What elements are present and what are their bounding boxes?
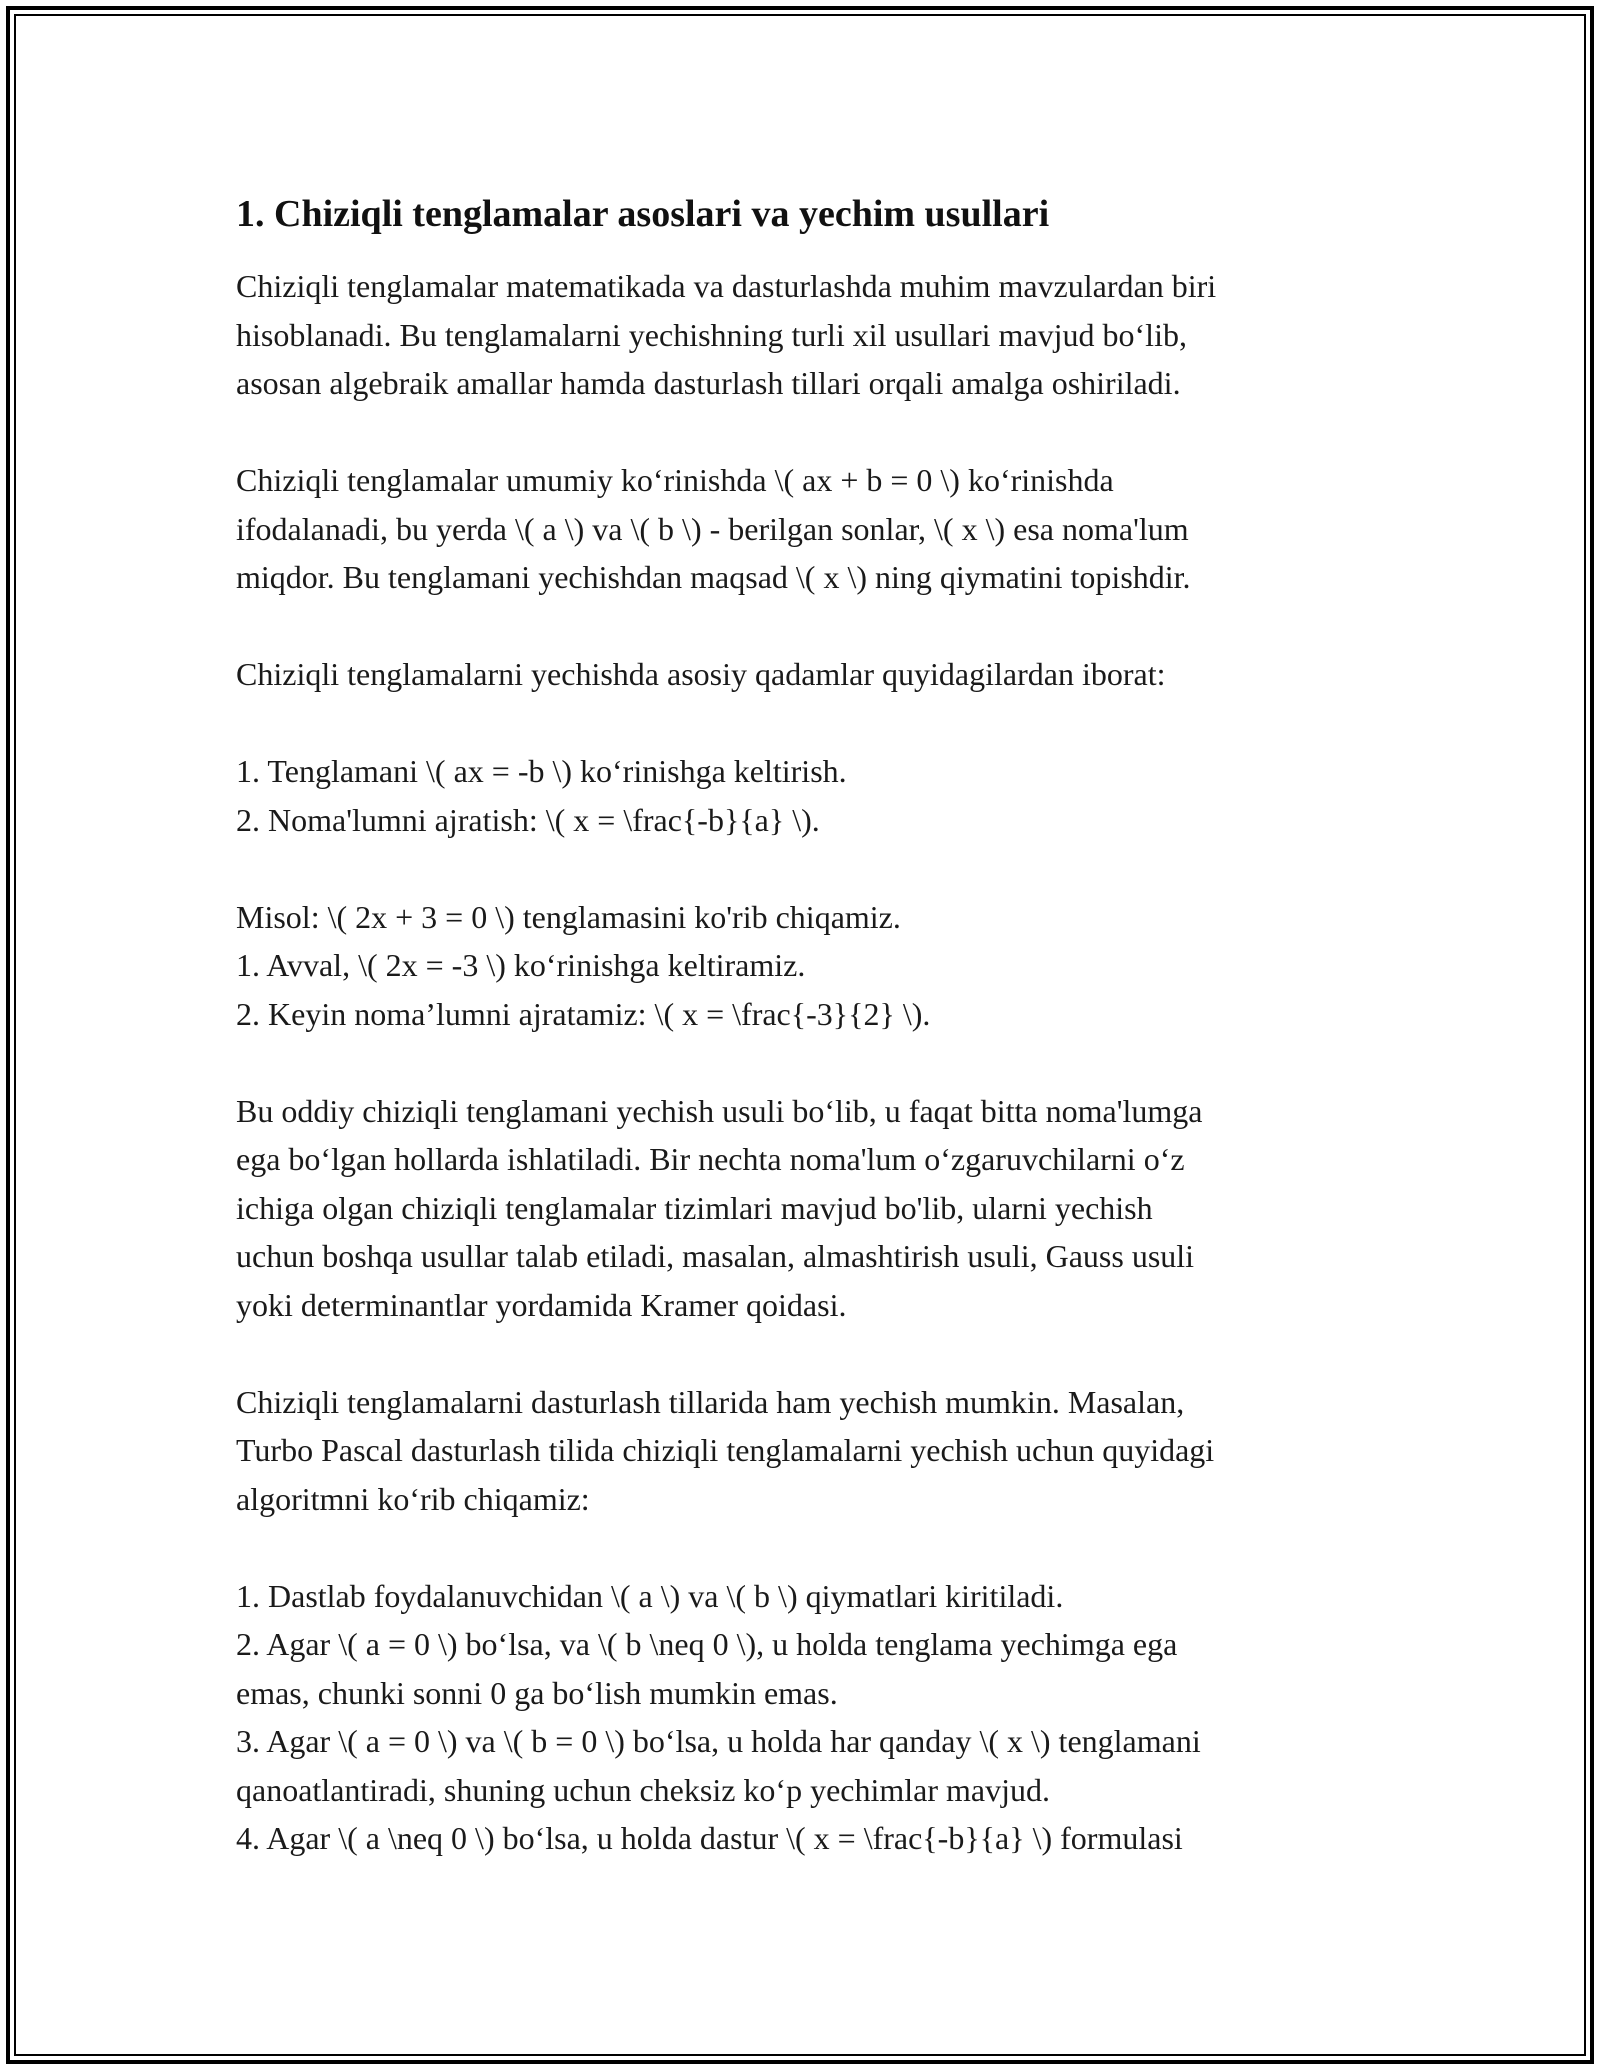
text-line: emas, chunki sonni 0 ga bo‘lish mumkin emas. [236,1674,838,1711]
list-item: 2. Keyin noma’lumni ajratamiz: \( x = \frac{-3}{2} \). [236,995,931,1032]
text-line: Turbo Pascal dasturlash tilida chiziqli tenglamalarni yechish uchun quyidagi [236,1432,1215,1468]
list-item: 2. Noma'lumni ajratish: \( x = \frac{-b}{a} \). [236,801,820,838]
text-line: qanoatlantiradi, shuning uchun cheksiz ko‘p yechimlar mavjud. [236,1771,1050,1808]
list-item: 4. Agar \( a \neq 0 \) bo‘lsa, u holda dastur \( x = \frac{-b}{a} \) formulasi [236,1820,1183,1856]
text-line: Chiziqli tenglamalarni yechishda asosiy qadamlar quyidagilardan iborat: [236,656,1166,692]
text-line: uchun boshqa usullar talab etiladi, masalan, almashtirish usuli, Gauss usuli [236,1238,1195,1274]
text-line: hisoblanadi. Bu tenglamalarni yechishning turli xil usullari mavjud bo‘lib, [236,316,1187,353]
text-line: ichiga olgan chiziqli tenglamalar tizimlari mavjud bo'lib, ularni yechish [236,1189,1153,1226]
text-line: Chiziqli tenglamalar matematikada va dasturlashda muhim mavzulardan biri [236,268,1217,304]
text-line: algoritmni ko‘rib chiqamiz: [236,1480,590,1517]
text-line: Misol: \( 2x + 3 = 0 \) tenglamasini ko'rib chiqamiz. [236,898,901,935]
text-line: ega bo‘lgan hollarda ishlatiladi. Bir nechta noma'lum o‘zgaruvchilarni o‘z [236,1141,1185,1177]
text-line: asosan algebraik amallar hamda dasturlash tillari orqali amalga oshiriladi. [236,365,1181,401]
paragraph-systems [236,1087,1386,1330]
paragraph-intro [236,262,1386,408]
paragraph-steps-list [236,747,1386,844]
text-line: Chiziqli tenglamalarni dasturlash tillarida ham yechish mumkin. Masalan, [236,1383,1185,1420]
text-line: Chiziqli tenglamalar umumiy ko‘rinishda \( ax + b = 0 \) ko‘rinishda [236,462,1114,498]
list-item: 3. Agar \( a = 0 \) va \( b = 0 \) bo‘lsa, u holda har qanday \( x \) tenglamani [236,1723,1201,1759]
paragraph-steps-intro [236,650,1386,699]
list-item: 2. Agar \( a = 0 \) bo‘lsa, va \( b \neq 0 \), u holda tenglama yechimga ega [236,1626,1178,1662]
text-line: yoki determinantlar yordamida Kramer qoidasi. [236,1286,847,1323]
text-line: ifodalanadi, bu yerda \( a \) va \( b \) - berilgan sonlar, \( x \) esa noma'lum [236,510,1189,547]
paragraph-general-form [236,456,1386,602]
text-line: Bu oddiy chiziqli tenglamani yechish usuli bo‘lib, u faqat bitta noma'lumga [236,1092,1203,1129]
paragraph-example [236,893,1386,1039]
list-item: 1. Dastlab foydalanuvchidan \( a \) va \( b \) qiymatlari kiritiladi. [236,1577,1064,1614]
text-line: miqdor. Bu tenglamani yechishdan maqsad \( x \) ning qiymatini topishdir. [236,559,1191,595]
section-title: 1. Chiziqli tenglamalar asoslari va yechim usullari [236,193,1050,235]
list-item: 1. Avval, \( 2x = -3 \) ko‘rinishga keltiramiz. [236,947,806,983]
paragraph-programming [236,1378,1386,1524]
list-item: 1. Tenglamani \( ax = -b \) ko‘rinishga keltirish. [236,753,847,789]
paragraph-algorithm [236,1572,1386,1863]
document-body [236,186,1386,1911]
